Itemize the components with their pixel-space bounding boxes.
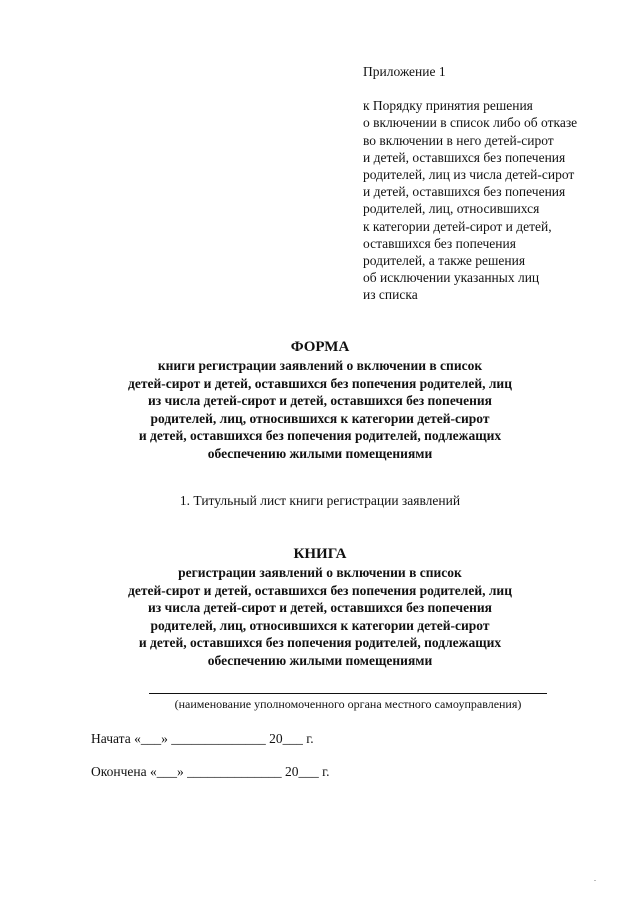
appendix-line: и детей, оставшихся без попечения [363, 149, 566, 165]
form-title-line: книги регистрации заявлений о включении в список [157, 358, 483, 373]
started-date-line: Начата «___» ______________ 20___ г. [91, 731, 314, 746]
appendix-block [363, 63, 623, 304]
appendix-title: Приложение 1 [363, 64, 446, 79]
form-title-line: детей-сирот и детей, оставшихся без попечения родителей, лиц [128, 375, 512, 391]
book-title-line: обеспечению жилыми помещениями [207, 652, 433, 668]
form-title-line: из числа детей-сирот и детей, оставшихся без попечения [148, 393, 492, 409]
finished-date-line: Окончена «___» ______________ 20___ г. [91, 764, 330, 779]
book-title-line: родителей, лиц, относившихся к категории детей-сирот [150, 617, 490, 633]
book-title-line: из числа детей-сирот и детей, оставшихся без попечения [148, 600, 492, 616]
form-heading-block [0, 337, 640, 463]
section-title: 1. Титульный лист книги регистрации заявлений [179, 493, 461, 508]
appendix-line: родителей, а также решения [363, 253, 526, 269]
appendix-line: из списка [363, 287, 418, 303]
appendix-line: о включении в список либо об отказе [363, 115, 578, 131]
appendix-line: к категории детей-сирот и детей, [363, 218, 552, 234]
appendix-line: родителей, лиц из числа детей-сирот [363, 167, 575, 183]
book-heading: КНИГА [293, 546, 347, 562]
appendix-line: к Порядку принятия решения [363, 98, 533, 114]
form-title-line: и детей, оставшихся без попечения родителей, подлежащих [138, 428, 502, 444]
appendix-line: родителей, лиц, относившихся [363, 201, 540, 217]
scan-speck [594, 880, 596, 881]
book-heading-block [0, 544, 640, 670]
book-title-line: детей-сирот и детей, оставшихся без попечения родителей, лиц [128, 582, 512, 598]
appendix-line: об исключении указанных лиц [363, 270, 540, 286]
appendix-line: и детей, оставшихся без попечения [363, 184, 566, 200]
book-title-line: и детей, оставшихся без попечения родителей, подлежащих [138, 635, 502, 651]
form-heading: ФОРМА [290, 339, 350, 355]
form-title-line: родителей, лиц, относившихся к категории детей-сирот [150, 410, 490, 426]
authority-caption: (наименование уполномоченного органа местного самоуправления) [174, 697, 522, 711]
appendix-line: во включении в него детей-сирот [363, 132, 554, 148]
form-title-line: обеспечению жилыми помещениями [207, 445, 433, 461]
appendix-line: оставшихся без попечения [363, 235, 516, 251]
book-title-line: регистрации заявлений о включении в список [178, 565, 462, 580]
authority-name-line [149, 693, 547, 694]
